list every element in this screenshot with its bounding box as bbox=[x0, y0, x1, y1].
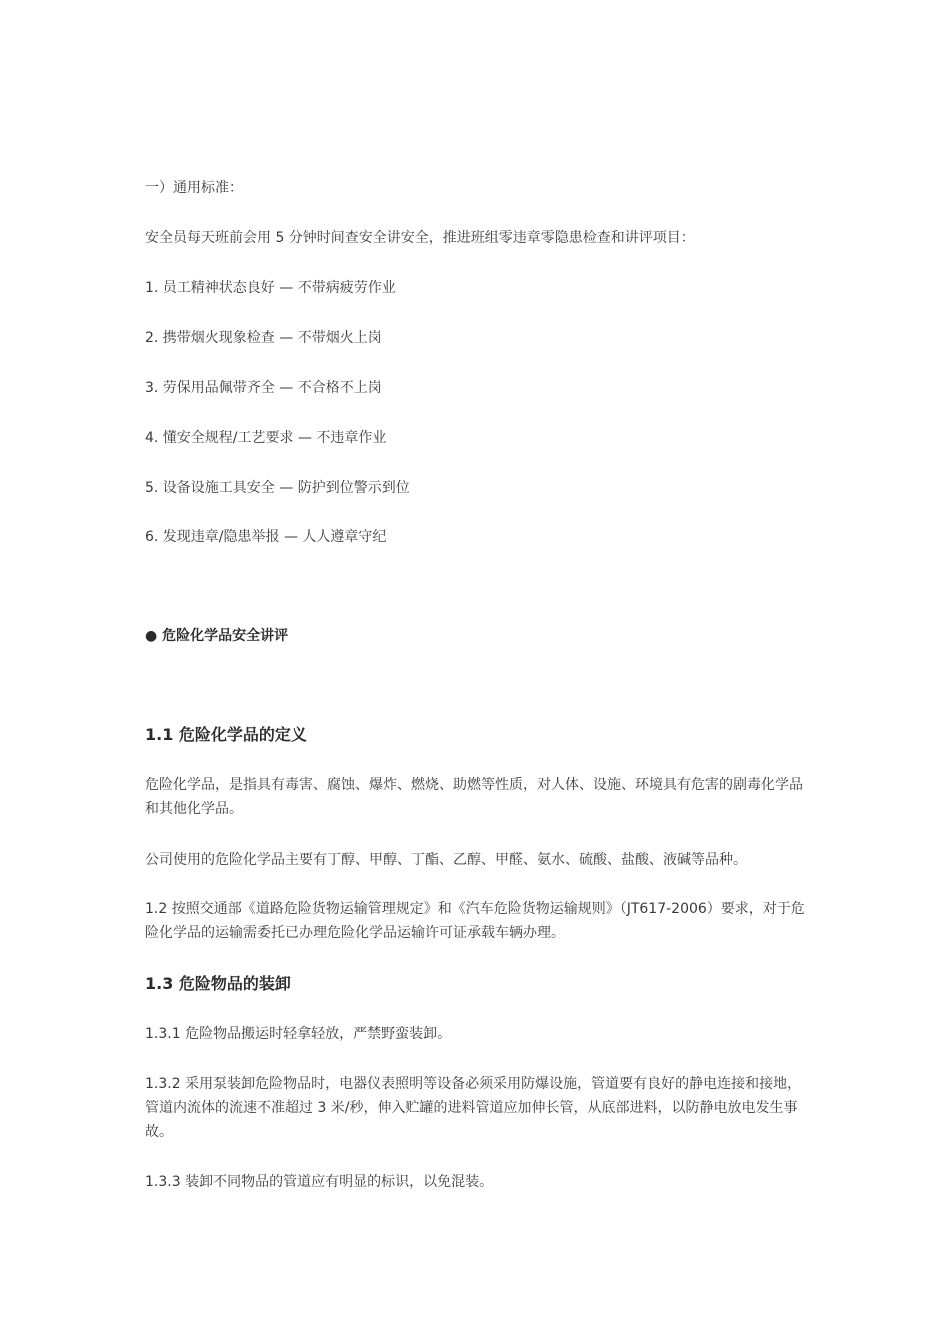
list-item: 5. 设备设施工具安全 — 防护到位警示到位 bbox=[145, 480, 410, 496]
paragraph-chemicals-used: 公司使用的危险化学品主要有丁醇、甲醇、丁酯、乙醇、甲醛、氨水、硫酸、盐酸、液碱等品种。 bbox=[145, 852, 747, 868]
list-item: 4. 懂安全规程/工艺要求 — 不违章作业 bbox=[145, 430, 387, 446]
chem-safety-bullet-title: ● 危险化学品安全讲评 bbox=[145, 628, 289, 644]
section-heading-1-3: 1.3 危险物品的装卸 bbox=[145, 974, 291, 993]
paragraph-1-3-1: 1.3.1 危险物品搬运时轻拿轻放，严禁野蛮装卸。 bbox=[145, 1026, 452, 1042]
paragraph-definition: 危险化学品，是指具有毒害、腐蚀、爆炸、燃烧、助燃等性质，对人体、设施、环境具有危害的剧毒化学品和其他化学品。 bbox=[145, 777, 803, 817]
list-item: 2. 携带烟火现象检查 — 不带烟火上岗 bbox=[145, 330, 382, 346]
section-heading-1-1: 1.1 危险化学品的定义 bbox=[145, 725, 307, 744]
general-standard-heading: 一）通用标准： bbox=[145, 180, 243, 196]
list-item: 1. 员工精神状态良好 — 不带病疲劳作业 bbox=[145, 280, 396, 296]
list-item: 3. 劳保用品佩带齐全 — 不合格不上岗 bbox=[145, 380, 382, 396]
paragraph-1-3-3: 1.3.3 装卸不同物品的管道应有明显的标识，以免混装。 bbox=[145, 1174, 494, 1190]
paragraph-1-3-2: 1.3.2 采用泵装卸危险物品时，电器仪表照明等设备必须采用防爆设施，管道要有良好的静电连接和接地，管道内流体的流速不准超过 3 米/秒，伸入贮罐的进料管道应加伸长管，从底部进料，以防静电放电发生事故。 bbox=[145, 1076, 802, 1140]
list-item: 6. 发现违章/隐患举报 — 人人遵章守纪 bbox=[145, 529, 387, 545]
general-standard-intro: 安全员每天班前会用 5 分钟时间查安全讲安全，推进班组零违章零隐患检查和讲评项目： bbox=[145, 230, 695, 246]
paragraph-1-2-transport: 1.2 按照交通部《道路危险货物运输管理规定》和《汽车危险货物运输规则》（JT617-2006）要求，对于危险化学品的运输需委托已办理危险化学品运输许可证承载车辆办理。 bbox=[145, 901, 805, 941]
